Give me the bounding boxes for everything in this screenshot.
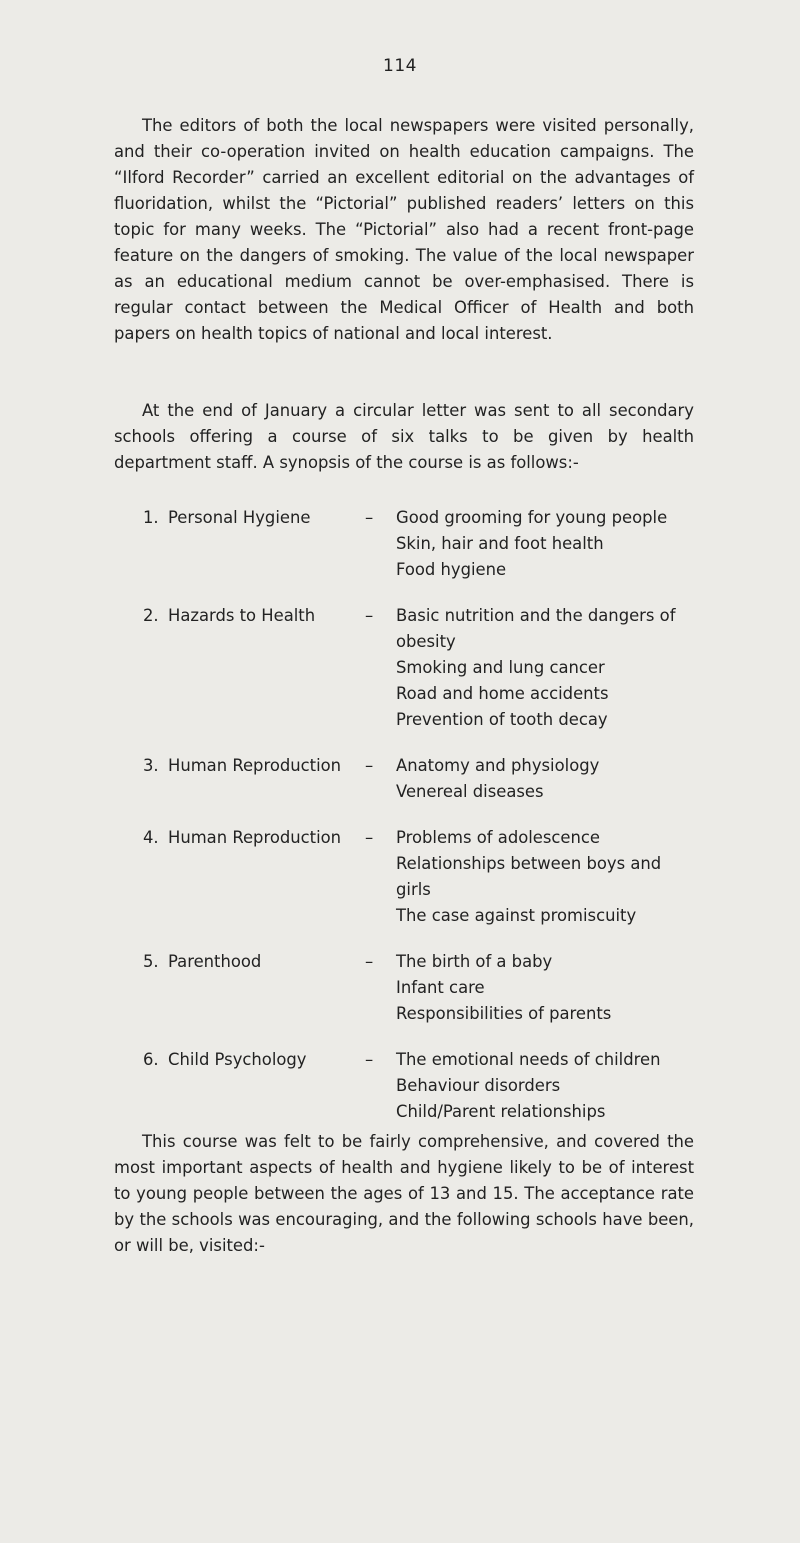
topic: Child/Parent relationships [396, 1102, 606, 1121]
topic: Basic nutrition and the dangers of obesity [396, 606, 676, 651]
course-dash: – [365, 756, 374, 775]
topic: Anatomy and physiology [396, 756, 600, 775]
course-item-child-psychology [0, 1047, 800, 1125]
course-dash: – [365, 952, 374, 971]
topic: Problems of adolescence [396, 828, 601, 847]
course-item-personal-hygiene [0, 505, 800, 583]
course-title: Human Reproduction [168, 828, 342, 847]
topic: Relationships between boys and girls [396, 854, 662, 899]
course-number: 3. [143, 756, 159, 775]
course-title: Hazards to Health [168, 606, 316, 625]
course-number: 2. [143, 606, 159, 625]
course-number: 5. [143, 952, 159, 971]
topic: Good grooming for young people [396, 508, 668, 527]
topic: Food hygiene [396, 560, 507, 579]
course-item-hazards-to-health [0, 603, 800, 733]
course-topics [396, 949, 686, 1027]
course-topics [396, 1047, 686, 1125]
course-item-parenthood [0, 949, 800, 1027]
topic: Infant care [396, 978, 485, 997]
course-dash: – [365, 1050, 374, 1069]
topic: Responsibilities of parents [396, 1004, 612, 1023]
course-topics [396, 505, 686, 583]
course-dash: – [365, 828, 374, 847]
course-number: 1. [143, 508, 159, 527]
course-title: Parenthood [168, 952, 262, 971]
course-item-human-reproduction-2 [0, 825, 800, 929]
course-dash: – [365, 508, 374, 527]
course-title: Human Reproduction [168, 756, 342, 775]
course-item-human-reproduction-1 [0, 753, 800, 805]
course-topics [396, 603, 686, 733]
topic: The birth of a baby [396, 952, 553, 971]
page-number: 114 [383, 56, 417, 76]
topic: Venereal diseases [396, 782, 544, 801]
topic: Smoking and lung cancer [396, 658, 605, 677]
circular-paragraph: At the end of January a circular letter was sent to all secondary schools offering a course of six talks to be given by health department staff. A synopsis of the course is as follows:- [114, 401, 694, 472]
course-topics [396, 753, 686, 805]
topic: The case against promiscuity [396, 906, 637, 925]
course-topics [396, 825, 686, 929]
course-title: Personal Hygiene [168, 508, 311, 527]
topic: Skin, hair and foot health [396, 534, 604, 553]
course-title: Child Psychology [168, 1050, 307, 1069]
topic: Prevention of tooth decay [396, 710, 608, 729]
course-synopsis [0, 505, 800, 1145]
course-number: 6. [143, 1050, 159, 1069]
conclusion-paragraph: This course was felt to be fairly comprehensive, and covered the most important aspects of health and hygiene likely to be of interest to young people between the ages of 13 and 15. The acceptance rate by the schools was encouraging, and the following schools have been, or will be, visited:- [114, 1132, 694, 1255]
topic: Road and home accidents [396, 684, 609, 703]
topic: The emotional needs of children [396, 1050, 661, 1069]
course-dash: – [365, 606, 374, 625]
course-number: 4. [143, 828, 159, 847]
topic: Behaviour disorders [396, 1076, 561, 1095]
editors-paragraph: The editors of both the local newspapers were visited personally, and their co-operation invited on health education campaigns. The “Ilford Recorder” carried an excellent editorial on the advantages of fluoridation, whilst the “Pictorial” published readers’ letters on this topic for many weeks. The “Pictorial” also had a recent front-page feature on the dangers of smoking. The value of the local newspaper as an educational medium cannot be over-emphasised. There is regular contact between the Medical Officer of Health and both papers on health topics of national and local interest. [114, 116, 694, 343]
